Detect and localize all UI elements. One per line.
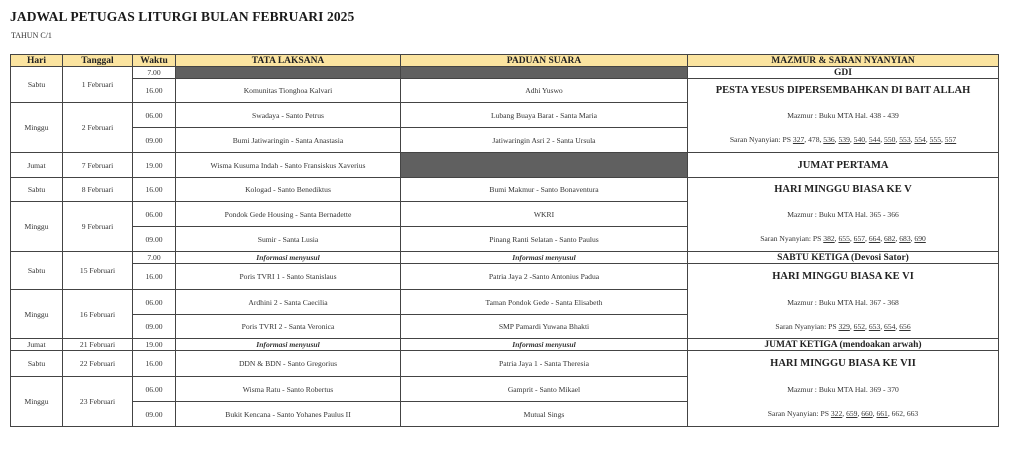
table-row <box>11 128 999 153</box>
table-row <box>11 202 999 227</box>
tata-laksana-cell: Bukit Kencana - Santo Yohanes Paulus II <box>176 402 401 427</box>
table-row <box>11 315 999 339</box>
tata-laksana-cell: Informasi menyusul <box>176 339 401 351</box>
song-prefix: Saran Nyanyian: PS <box>775 321 839 331</box>
schedule-table <box>10 54 999 427</box>
paduan-suara-cell: Informasi menyusul <box>401 252 688 264</box>
paduan-suara-cell: Informasi menyusul <box>401 339 688 351</box>
header-row <box>11 55 999 67</box>
hari-cell: Sabtu <box>11 67 63 103</box>
mazmur-reference: Mazmur : Buku MTA Hal. 438 - 439 <box>688 103 999 128</box>
song-number: 662 <box>891 409 904 419</box>
paduan-suara-cell: SMP Pamardi Yuwana Bhakti <box>401 315 688 339</box>
page-title: JADWAL PETUGAS LITURGI BULAN FEBRUARI 2025 <box>10 9 355 24</box>
paduan-suara-cell-empty <box>401 67 688 79</box>
tanggal-cell: 9 Februari <box>63 202 133 252</box>
song-number: 653 <box>868 321 881 331</box>
song-number: 553 <box>899 135 911 145</box>
song-number: 657 <box>853 234 866 244</box>
hari-cell: Jumat <box>11 153 63 178</box>
tata-laksana-cell: Swadaya - Santo Petrus <box>176 103 401 128</box>
table-row <box>11 227 999 252</box>
table-row <box>11 67 999 79</box>
hari-cell: Minggu <box>11 377 63 427</box>
waktu-cell: 19.00 <box>133 339 176 351</box>
paduan-suara-cell: Jatiwaringin Asri 2 - Santa Ursula <box>401 128 688 153</box>
header-tata-laksana: TATA LAKSANA <box>176 55 401 67</box>
song-number: 659 <box>846 409 858 419</box>
waktu-cell: 06.00 <box>133 290 176 315</box>
song-number: 478 <box>808 135 820 145</box>
tanggal-cell: 21 Februari <box>63 339 133 351</box>
table-row <box>11 178 999 202</box>
song-number: 555 <box>929 135 941 145</box>
celebration-title: JUMAT PERTAMA <box>688 153 999 178</box>
song-number: 536 <box>823 135 835 145</box>
song-prefix: Saran Nyanyian: PS <box>760 234 824 244</box>
song-number: 382 <box>823 234 835 244</box>
tata-laksana-cell: Kologad - Santo Benediktus <box>176 178 401 202</box>
waktu-cell: 16.00 <box>133 79 176 103</box>
tanggal-cell: 15 Februari <box>63 252 133 290</box>
table-row <box>11 79 999 103</box>
header-mazmur: MAZMUR & SARAN NYANYIAN <box>688 55 999 67</box>
hari-cell: Jumat <box>11 339 63 351</box>
waktu-cell: 09.00 <box>133 402 176 427</box>
waktu-cell: 19.00 <box>133 153 176 178</box>
song-number: 550 <box>884 135 896 145</box>
table-row <box>11 103 999 128</box>
song-number: 655 <box>838 234 850 244</box>
table-row <box>11 252 999 264</box>
table-row <box>11 339 999 351</box>
tata-laksana-cell: Poris TVRI 1 - Santo Stanislaus <box>176 264 401 290</box>
tata-laksana-cell: DDN & BDN - Santo Gregorius <box>176 351 401 377</box>
paduan-suara-cell: Patria Jaya 2 -Santo Antonius Padua <box>401 264 688 290</box>
waktu-cell: 7.00 <box>133 67 176 79</box>
tanggal-cell: 23 Februari <box>63 377 133 427</box>
paduan-suara-cell: Bumi Makmur - Santo Bonaventura <box>401 178 688 202</box>
song-number: 683 <box>899 234 911 244</box>
hari-cell: Minggu <box>11 103 63 153</box>
waktu-cell: 06.00 <box>133 377 176 402</box>
hari-cell: Sabtu <box>11 351 63 377</box>
tanggal-cell: 22 Februari <box>63 351 133 377</box>
tata-laksana-cell: Informasi menyusul <box>176 252 401 264</box>
mazmur-reference: Mazmur : Buku MTA Hal. 367 - 368 <box>688 290 999 315</box>
song-prefix: Saran Nyanyian: PS <box>767 409 831 419</box>
tanggal-cell: 7 Februari <box>63 153 133 178</box>
table-row <box>11 402 999 427</box>
paduan-suara-cell: Patria Jaya 1 - Santa Theresia <box>401 351 688 377</box>
paduan-suara-cell: Mutual Sings <box>401 402 688 427</box>
waktu-cell: 16.00 <box>133 178 176 202</box>
paduan-suara-cell: Adhi Yuswo <box>401 79 688 103</box>
feast-title: PESTA YESUS DIPERSEMBAHKAN DI BAIT ALLAH <box>688 79 999 103</box>
header-paduan-suara: PADUAN SUARA <box>401 55 688 67</box>
song-number: 661 <box>876 409 888 419</box>
song-number: 654 <box>884 321 896 331</box>
table-row <box>11 153 999 178</box>
song-suggestions: Saran Nyanyian: PS 327, 478, 536, 539, 540, 544, 550, 553, 554, 555, 557 <box>688 128 999 153</box>
feast-title: HARI MINGGU BIASA KE VII <box>688 351 999 377</box>
hari-cell: Sabtu <box>11 178 63 202</box>
waktu-cell: 09.00 <box>133 227 176 252</box>
hari-cell: Minggu <box>11 290 63 339</box>
tanggal-cell: 1 Februari <box>63 67 133 103</box>
mazmur-cell: GDI <box>688 67 999 79</box>
song-number: 544 <box>868 135 881 145</box>
tanggal-cell: 16 Februari <box>63 290 133 339</box>
feast-title: HARI MINGGU BIASA KE V <box>688 178 999 202</box>
feast-title: HARI MINGGU BIASA KE VI <box>688 264 999 290</box>
tata-laksana-cell: Poris TVRI 2 - Santa Veronica <box>176 315 401 339</box>
tata-laksana-cell: Pondok Gede Housing - Santa Bernadette <box>176 202 401 227</box>
song-number: 660 <box>861 409 873 419</box>
tata-laksana-cell: Wisma Kusuma Indah - Santo Fransiskus Xaverius <box>176 153 401 178</box>
celebration-title: SABTU KETIGA (Devosi Sator) <box>688 252 999 264</box>
waktu-cell: 16.00 <box>133 351 176 377</box>
mazmur-reference: Mazmur : Buku MTA Hal. 369 - 370 <box>688 377 999 402</box>
song-number: 663 <box>906 409 919 419</box>
song-suggestions: Saran Nyanyian: PS 322, 659, 660, 661, 662, 663 <box>688 402 999 427</box>
song-number: 540 <box>853 135 866 145</box>
header-hari: Hari <box>11 55 63 67</box>
header-tanggal: Tanggal <box>63 55 133 67</box>
song-number: 329 <box>838 321 850 331</box>
waktu-cell: 09.00 <box>133 315 176 339</box>
paduan-suara-cell: Lubang Buaya Barat - Santa Maria <box>401 103 688 128</box>
song-number: 664 <box>868 234 881 244</box>
song-number: 557 <box>944 135 957 145</box>
waktu-cell: 16.00 <box>133 264 176 290</box>
song-number: 554 <box>914 135 926 145</box>
song-number: 656 <box>899 321 911 331</box>
table-row <box>11 377 999 402</box>
song-number: 682 <box>884 234 896 244</box>
tanggal-cell: 2 Februari <box>63 103 133 153</box>
celebration-title: JUMAT KETIGA (mendoakan arwah) <box>688 339 999 351</box>
song-number: 327 <box>792 135 805 145</box>
table-row <box>11 264 999 290</box>
table-row <box>11 351 999 377</box>
tata-laksana-cell: Ardhini 2 - Santa Caecilia <box>176 290 401 315</box>
song-prefix: Saran Nyanyian: PS <box>729 135 793 145</box>
paduan-suara-cell: WKRI <box>401 202 688 227</box>
table-row <box>11 290 999 315</box>
song-number: 322 <box>830 409 843 419</box>
waktu-cell: 09.00 <box>133 128 176 153</box>
mazmur-reference: Mazmur : Buku MTA Hal. 365 - 366 <box>688 202 999 227</box>
tata-laksana-cell-empty <box>176 67 401 79</box>
header-waktu: Waktu <box>133 55 176 67</box>
song-suggestions: Saran Nyanyian: PS 382, 655, 657, 664, 682, 683, 690 <box>688 227 999 252</box>
paduan-suara-cell: Pinang Ranti Selatan - Santo Paulus <box>401 227 688 252</box>
waktu-cell: 06.00 <box>133 202 176 227</box>
tata-laksana-cell: Komunitas Tionghoa Kalvari <box>176 79 401 103</box>
waktu-cell: 06.00 <box>133 103 176 128</box>
page-subtitle: TAHUN C/1 <box>11 31 52 40</box>
hari-cell: Minggu <box>11 202 63 252</box>
song-number: 690 <box>914 234 926 244</box>
waktu-cell: 7.00 <box>133 252 176 264</box>
song-number: 652 <box>853 321 866 331</box>
hari-cell: Sabtu <box>11 252 63 290</box>
song-suggestions: Saran Nyanyian: PS 329, 652, 653, 654, 656 <box>688 315 999 339</box>
tanggal-cell: 8 Februari <box>63 178 133 202</box>
tata-laksana-cell: Bumi Jatiwaringin - Santa Anastasia <box>176 128 401 153</box>
paduan-suara-cell: Taman Pondok Gede - Santa Elisabeth <box>401 290 688 315</box>
tata-laksana-cell: Sumir - Santa Lusia <box>176 227 401 252</box>
paduan-suara-cell-empty <box>401 153 688 178</box>
paduan-suara-cell: Gamprit - Santo Mikael <box>401 377 688 402</box>
tata-laksana-cell: Wisma Ratu - Santo Robertus <box>176 377 401 402</box>
song-number: 539 <box>838 135 850 145</box>
